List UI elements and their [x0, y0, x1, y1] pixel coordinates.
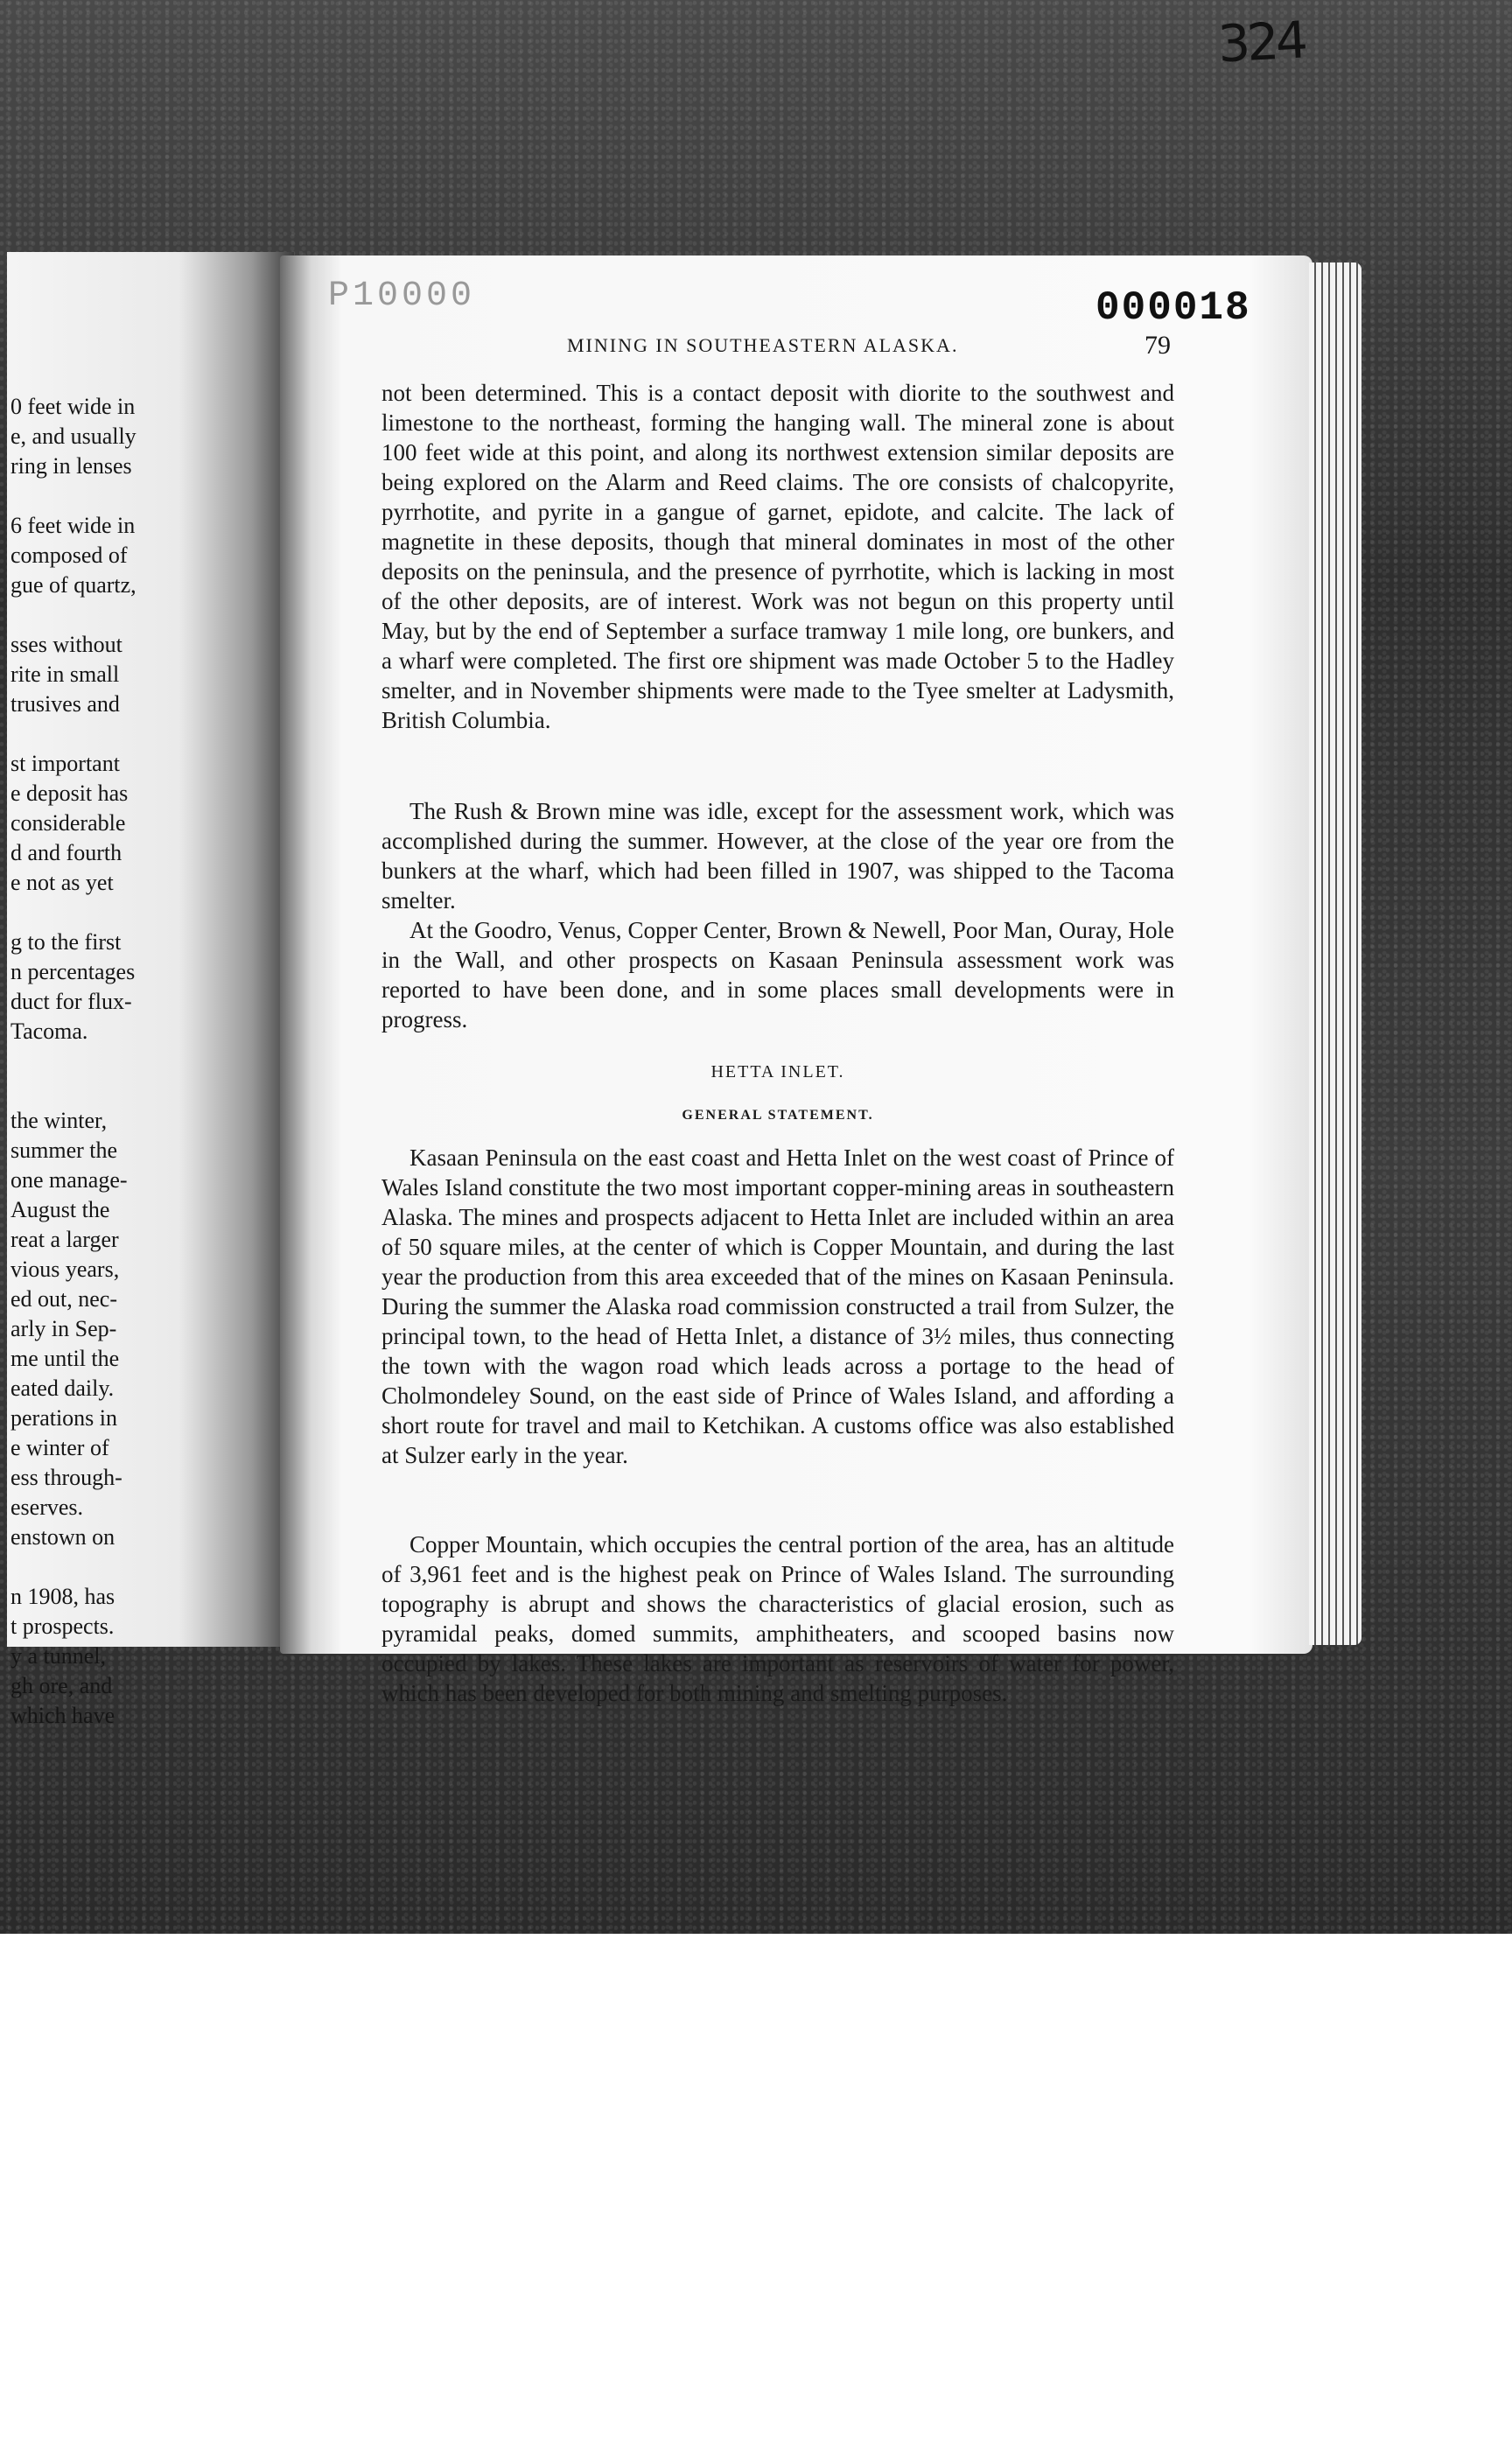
- left-facing-page: [7, 252, 294, 1728]
- left-page-line: the winter,: [10, 1108, 108, 1133]
- left-page-line: arly in Sep-: [10, 1316, 117, 1341]
- left-page-line: e deposit has: [10, 780, 129, 806]
- left-page-line: enstown on: [10, 1524, 116, 1550]
- left-page-line: which have: [10, 1703, 116, 1728]
- left-page-line: ring in lenses: [10, 453, 132, 479]
- left-page-line: e winter of: [10, 1435, 109, 1460]
- faint-stamp-number: P10000: [328, 276, 476, 316]
- left-page-line: st important: [10, 751, 120, 776]
- left-page-line: n percentages: [10, 959, 136, 984]
- document-stamp-number: 000018: [1096, 285, 1251, 331]
- left-page-line: August the: [10, 1197, 110, 1222]
- left-page-line: vious years,: [10, 1256, 120, 1282]
- left-page-line: g to the first: [10, 929, 122, 955]
- left-page-line: perations in: [10, 1405, 118, 1431]
- left-page-line: me until the: [10, 1346, 120, 1371]
- left-page-line: gue of quartz,: [10, 572, 136, 598]
- left-page-line: gh ore, and: [10, 1673, 113, 1698]
- paragraph-contact-deposit: not been determined. This is a contact deposit with diorite to the southwest and limestone to the northeast, forming the hanging wall. The mineral zone is about 100 feet wide at this point, and along its northwest extension similar deposits are being explored on the Alarm and Reed claims. The ore consists of chalcopyrite, pyrrhotite, and pyrite in a gangue of garnet, epidote, and calcite. The lack of magnetite in these deposits, though that mineral dominates in most of the other deposits on the peninsula, and the presence of pyrrhotite, which is lacking in most of the other deposits, are of interest. Work was not begun on this property until May, but by the end of September a surface tramway 1 mile long, ore bunkers, and a wharf were completed. The first ore shipment was made October 5 to the Hadley smelter, and in November shipments were made to the Tyee smelter at Ladysmith, British Columbia.: [382, 380, 1174, 733]
- left-page-line: t prospects.: [10, 1614, 115, 1639]
- left-page-line: e not as yet: [10, 870, 114, 895]
- left-page-line: summer the: [10, 1138, 118, 1163]
- left-page-line: ed out, nec-: [10, 1286, 118, 1312]
- left-page-line: sses without: [10, 632, 122, 657]
- left-page-line: 0 feet wide in: [10, 394, 136, 419]
- paragraph-copper-mountain: Copper Mountain, which occupies the central portion of the area, has an altitude of 3,961 feet and is the highest peak on Prince of Wales Island. The surrounding topography is abrupt and shows the characteristics of glacial erosion, such as pyramidal peaks, domed summits, amphitheaters, and scooped basins now occupied by lakes. These lakes are important as reservoirs of water for power, which has been developed for both mining and smelting purposes.: [382, 1531, 1174, 1706]
- section-title: HETTA INLET.: [710, 1062, 845, 1082]
- left-page-line: eserves.: [10, 1494, 84, 1520]
- running-head: MINING IN SOUTHEASTERN ALASKA.: [567, 334, 959, 356]
- left-page-line: composed of: [10, 542, 128, 568]
- paragraph-general-statement: Kasaan Peninsula on the east coast and Hetta Inlet on the west coast of Prince of Wales Island constitute the two most important copper-mining areas in southeastern Alaska. The mines and prospects adjacent to Hetta Inlet are included within an area of 50 square miles, at the center of which is Copper Mountain, and during the last year the production from this area exceeded that of the mines on Kasaan Peninsula. During the summer the Alaska road commission constructed a trail from Sulzer, the principal town, to the head of Hetta Inlet, a distance of 3½ miles, thus connecting the town with the wagon road which leads across a portage to the head of Cholmondeley Sound, on the east side of Prince of Wales Island, and affording a short route for travel and mail to Ketchikan. A customs office was also established at Sulzer early in the year.: [382, 1144, 1174, 1468]
- left-page-line: one manage-: [10, 1167, 128, 1193]
- left-page-line: eated daily.: [10, 1376, 115, 1401]
- paragraph-kasaan-prospects: At the Goodro, Venus, Copper Center, Brown & Newell, Poor Man, Ouray, Hole in the Wall, and other prospects on Kasaan Peninsula assessment work was reported to have been done, and in some places small developments were in progress.: [382, 917, 1174, 1032]
- left-page-line: considerable: [10, 810, 126, 836]
- left-page-line: e, and usually: [10, 424, 136, 449]
- left-page-line: reat a larger: [10, 1227, 119, 1252]
- page-edges: [1309, 262, 1362, 1645]
- subsection-title: GENERAL STATEMENT.: [682, 1108, 874, 1123]
- left-page-line: Tacoma.: [10, 1018, 88, 1044]
- page-number: 79: [1144, 331, 1171, 360]
- left-page-line: ess through-: [10, 1465, 122, 1490]
- left-page-line: rite in small: [10, 662, 120, 687]
- left-page-line: y a tunnel,: [10, 1643, 107, 1669]
- left-page-line: d and fourth: [10, 840, 122, 865]
- handwritten-page-mark: 324: [1216, 10, 1306, 74]
- left-page-line: 6 feet wide in: [10, 513, 136, 538]
- paragraph-rush-brown: The Rush & Brown mine was idle, except for the assessment work, which was accomplished during the summer. However, at the close of the year ore from the bunkers at the wharf, which had been filled in 1907, was shipped to the Tacoma smelter.: [382, 798, 1174, 914]
- left-page-line: duct for flux-: [10, 989, 132, 1014]
- left-page-line: n 1908, has: [10, 1584, 116, 1609]
- left-page-line: trusives and: [10, 691, 120, 717]
